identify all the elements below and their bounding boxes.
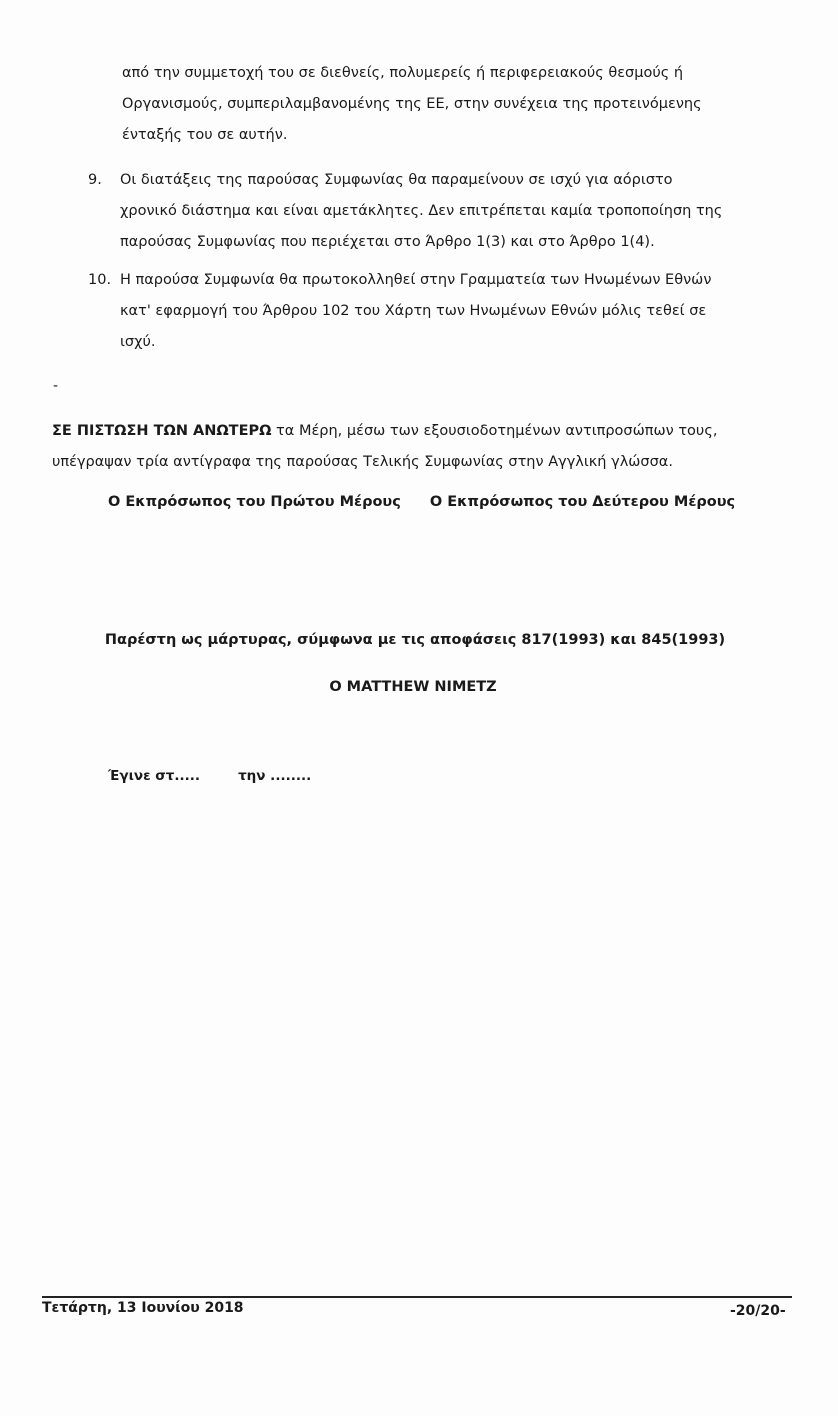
signature-row (108, 494, 759, 510)
paragraph-line: χρονικό διάστημα και είναι αμετάκλητες. Δεν επιτρέπεται καμία τροποποίηση της (120, 203, 723, 219)
paragraph-line: Οι διατάξεις της παρούσας Συμφωνίας θα παραμείνουν σε ισχύ για αόριστο (120, 172, 673, 188)
done-at-line (108, 768, 311, 784)
witness-lead: ΣΕ ΠΙΣΤΩΣΗ ΤΩΝ ΑΝΩΤΕΡΩ (52, 423, 272, 439)
mediator-name: Ο MATTHEW NIMETZ (329, 679, 497, 695)
list-item-body (120, 265, 800, 358)
witness-clause (52, 416, 802, 478)
paragraph-line: Οργανισμούς, συμπεριλαμβανομένης της ΕΕ, στην συνέχεια της προτεινόμενης (122, 96, 702, 112)
done-date: την ........ (238, 768, 312, 784)
paragraph-line: κατ' εφαρμογή του Άρθρου 102 του Χάρτη των Ηνωμένων Εθνών μόλις τεθεί σε (120, 303, 707, 319)
continuation-paragraph (122, 58, 802, 151)
page-number: -20/20- (730, 1303, 786, 1319)
paragraph-line: παρούσας Συμφωνίας που περιέχεται στο Άρθρο 1(3) και στο Άρθρο 1(4). (120, 234, 655, 250)
list-item-9 (88, 165, 808, 265)
paragraph-line: Η παρούσα Συμφωνία θα πρωτοκολληθεί στην Γραμματεία των Ηνωμένων Εθνών (120, 272, 712, 288)
list-item-body (120, 165, 800, 258)
second-party-signatory: Ο Εκπρόσωπος του Δεύτερου Μέρους (429, 494, 736, 510)
witness-line-2: υπέγραψαν τρία αντίγραφα της παρούσας Τελικής Συμφωνίας στην Αγγλική γλώσσα. (52, 454, 673, 470)
witness-rest: τα Μέρη, μέσω των εξουσιοδοτημένων αντιπροσώπων τους, (271, 423, 718, 439)
list-item-10 (88, 265, 808, 365)
footer-divider (42, 1296, 792, 1298)
list-item-number: 10. (88, 272, 112, 288)
attestation-line: Παρέστη ως μάρτυρας, σύμφωνα με τις αποφάσεις 817(1993) και 845(1993) (104, 632, 726, 648)
paragraph-line: ισχύ. (120, 334, 156, 350)
dash-mark: - (53, 378, 59, 394)
footer-date: Τετάρτη, 13 Ιουνίου 2018 (42, 1300, 244, 1316)
list-item-number: 9. (88, 172, 102, 188)
first-party-signatory: Ο Εκπρόσωπος του Πρώτου Μέρους (108, 494, 401, 510)
paragraph-line: ένταξής του σε αυτήν. (122, 127, 288, 143)
witness-line-1 (52, 416, 802, 447)
paragraph-line: από την συμμετοχή του σε διεθνείς, πολυμερείς ή περιφερειακούς θεσμούς ή (122, 65, 684, 81)
done-place: Έγινε στ..... (108, 768, 201, 784)
